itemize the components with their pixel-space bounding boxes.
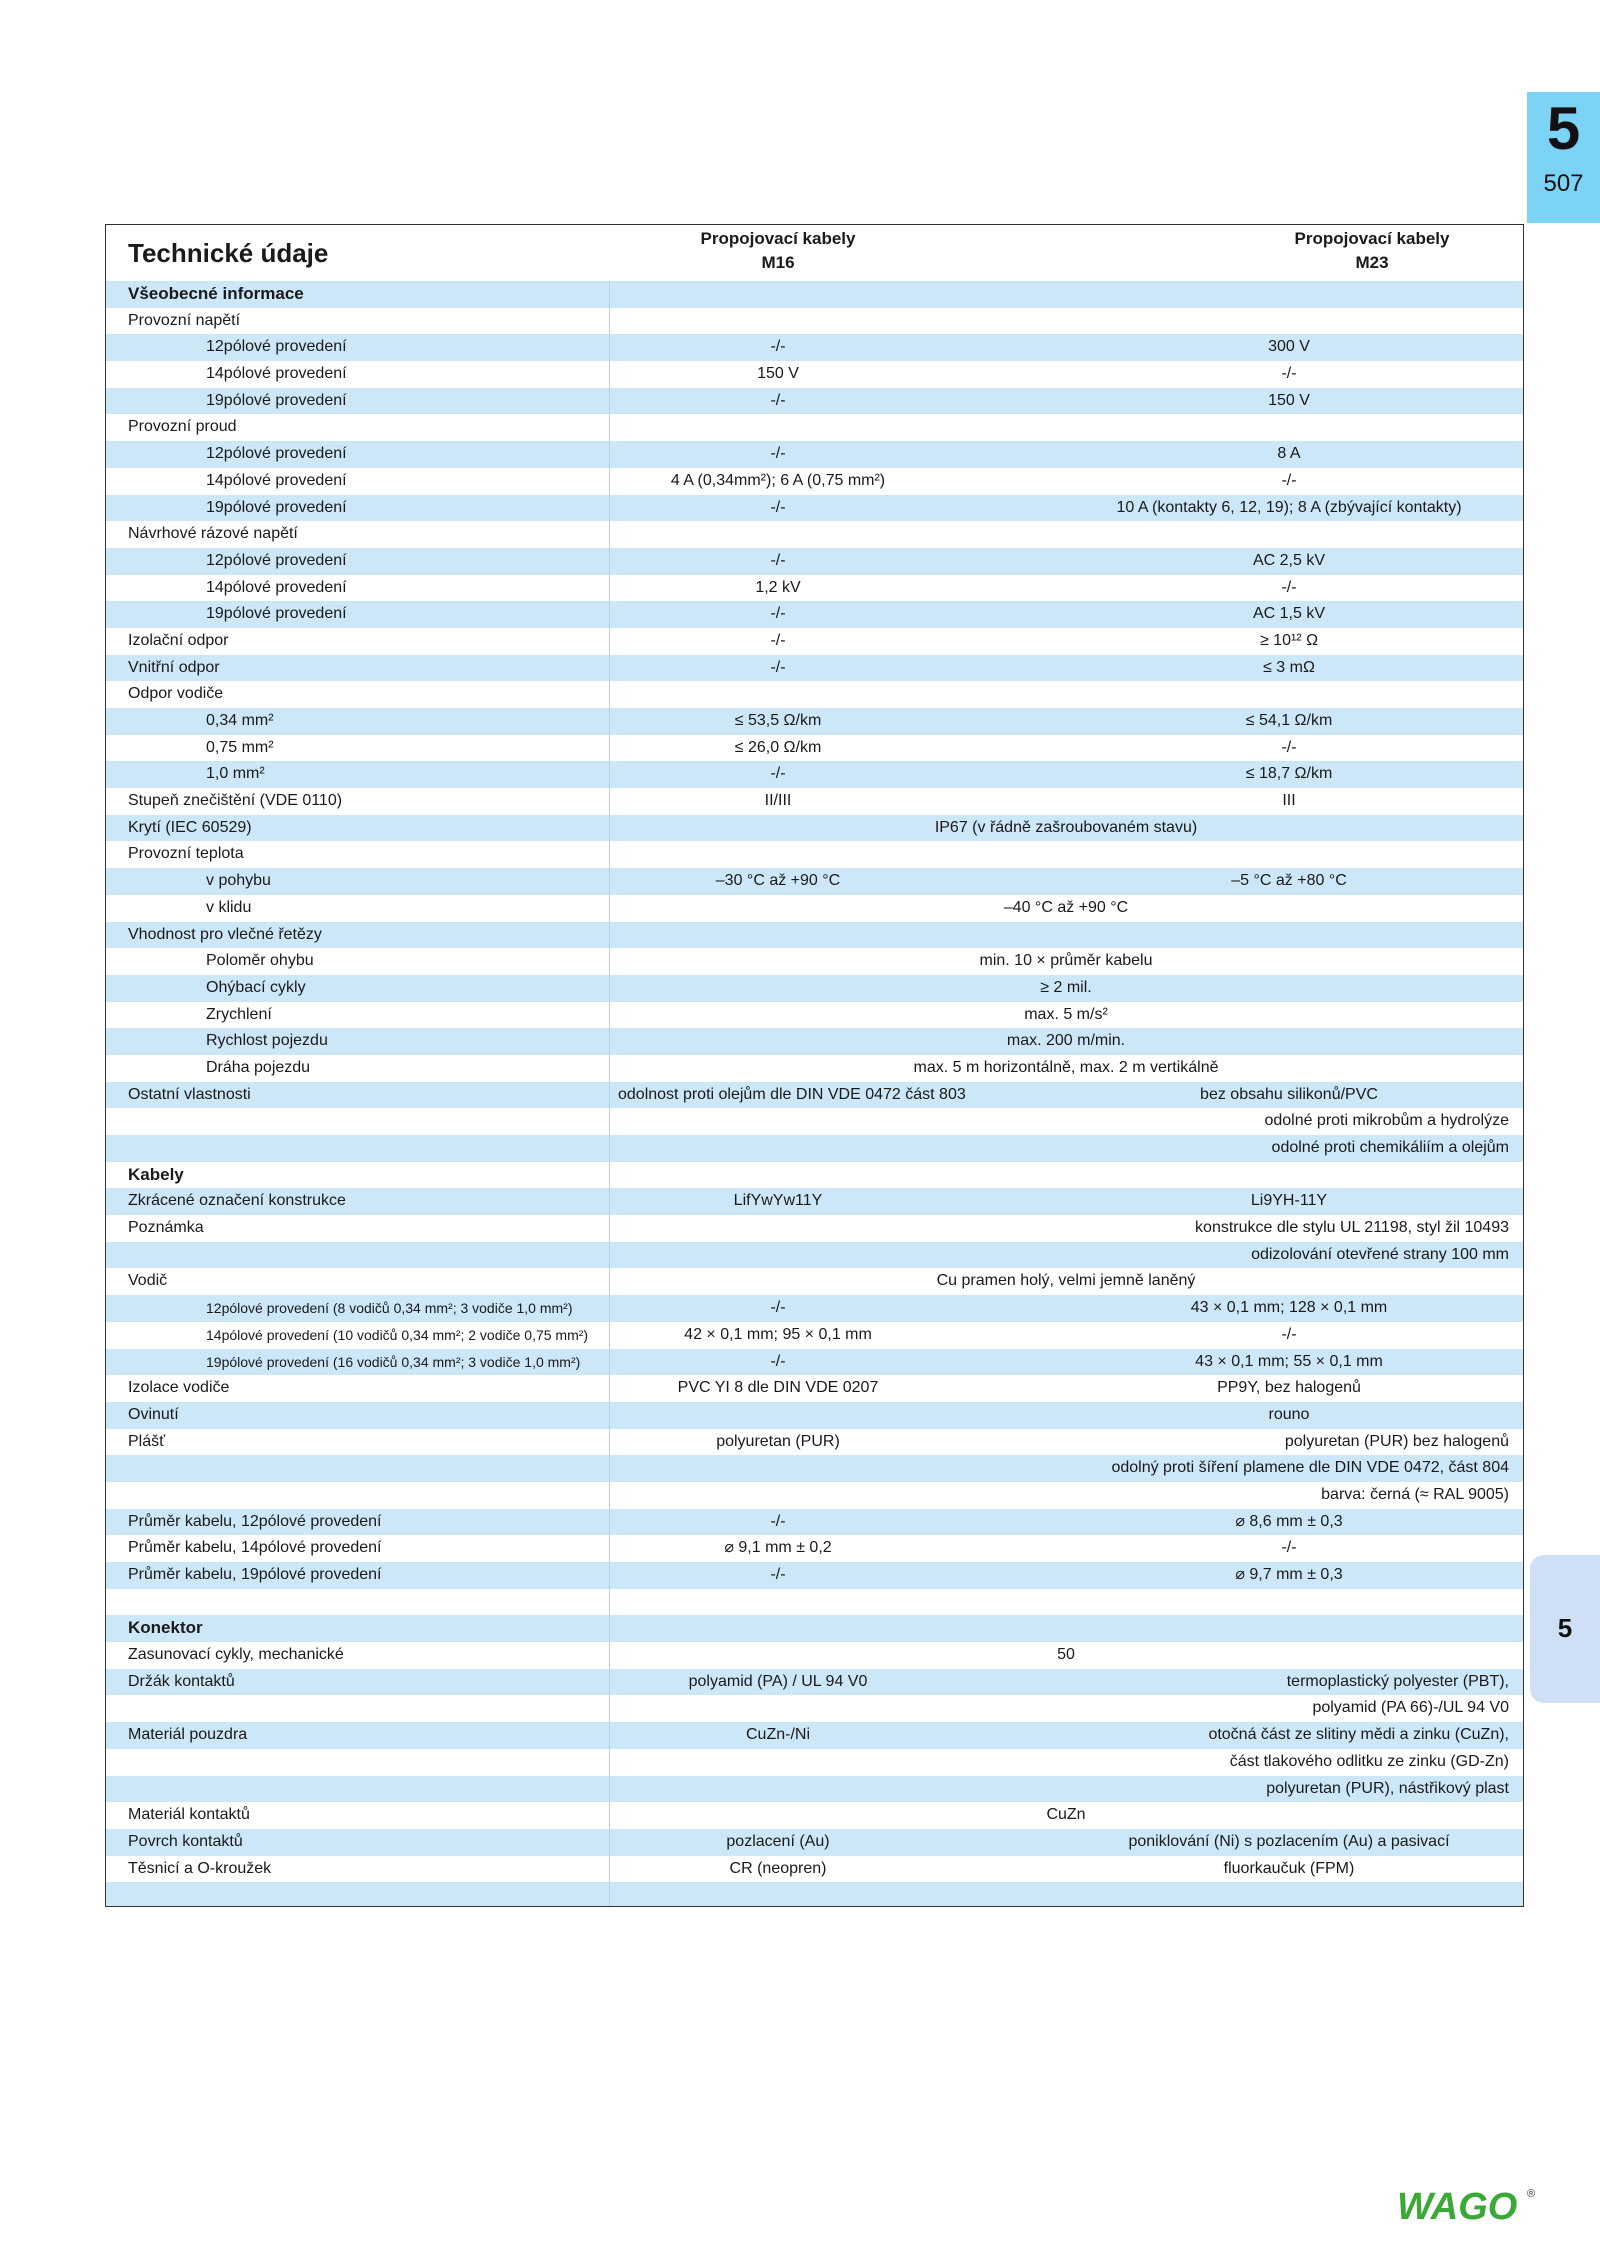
value-m23: -/- (1281, 1539, 1297, 1557)
value-m23: otočná část ze slitiny mědi a zinku (CuZn), (1208, 1726, 1509, 1744)
value-shared: –40 °C až +90 °C (1003, 898, 1129, 916)
value-m23: odolný proti šíření plamene dle DIN VDE 0472, část 804 (1111, 1459, 1509, 1477)
value-m23: odolné proti chemikáliím a olejům (1271, 1139, 1509, 1156)
row-label: Provozní proud (128, 418, 237, 436)
row-label: Držák kontaktů (128, 1672, 235, 1690)
value-shared: max. 5 m/s² (1024, 1005, 1108, 1023)
value-m23: PP9Y, bez halogenů (1217, 1379, 1361, 1397)
column-header-m23: Propojovací kabely M23 (1294, 229, 1450, 272)
table-row (106, 681, 1523, 708)
table-row (106, 548, 1523, 575)
table-row (106, 1722, 1523, 1749)
value-m16: -/- (770, 631, 786, 649)
value-m23: bez obsahu silikonů/PVC (1200, 1085, 1378, 1103)
table-row (106, 1482, 1523, 1509)
table-row (106, 948, 1523, 975)
value-m16: -/- (770, 551, 786, 569)
table-row (106, 841, 1523, 868)
row-label: 12pólové provedení (206, 551, 347, 569)
value-shared: CuZn (1046, 1806, 1086, 1824)
table-row (106, 868, 1523, 895)
table-row (106, 308, 1523, 335)
row-label: Zkrácené označení konstrukce (128, 1192, 346, 1210)
row-label: 19pólové provedení (206, 605, 347, 623)
value-m16: -/- (770, 391, 786, 409)
table-row (106, 1188, 1523, 1215)
row-label: Průměr kabelu, 19pólové provedení (128, 1566, 382, 1583)
value-m23: 10 A (kontakty 6, 12, 19); 8 A (zbývající kontakty) (1116, 498, 1462, 516)
value-m23: odizolování otevřené strany 100 mm (1251, 1245, 1509, 1263)
value-m23: III (1282, 792, 1296, 810)
table-row (106, 895, 1523, 922)
table-row (106, 815, 1523, 842)
table-row (106, 334, 1523, 361)
table-row (106, 1455, 1523, 1482)
row-label: 12pólové provedení (8 vodičů 0,34 mm²; 3 vodiče 1,0 mm²) (206, 1300, 573, 1317)
chapter-number: 5 (1546, 95, 1581, 162)
value-m16: polyuretan (PUR) (716, 1432, 840, 1450)
row-label: v pohybu (206, 872, 271, 890)
row-label: Těsnicí a O-kroužek (128, 1859, 272, 1877)
row-label: Ovinutí (128, 1405, 179, 1423)
table-row (106, 1002, 1523, 1029)
table-row (106, 1589, 1523, 1616)
row-label: Ohýbací cykly (206, 978, 306, 996)
table-row (106, 1402, 1523, 1429)
value-m23: 150 V (1268, 391, 1310, 409)
table-row (106, 601, 1523, 628)
section-title: Všeobecné informace (128, 284, 304, 303)
value-m16: 1,2 kV (755, 578, 801, 596)
value-m23: termoplastický polyester (PBT), (1286, 1672, 1509, 1690)
row-label: Vnitřní odpor (128, 658, 220, 676)
value-shared: max. 200 m/min. (1006, 1032, 1126, 1050)
table-row (106, 1669, 1523, 1696)
table-row (106, 975, 1523, 1002)
value-m16: II/III (764, 792, 792, 810)
row-label: Izolace vodiče (128, 1379, 230, 1397)
row-label: Návrhové rázové napětí (128, 525, 298, 543)
row-label: Průměr kabelu, 12pólové provedení (128, 1512, 382, 1530)
value-m23: -/- (1281, 471, 1297, 489)
value-m16: -/- (770, 1566, 786, 1583)
row-label: v klidu (206, 898, 252, 916)
table-row (106, 1375, 1523, 1402)
table-row (106, 361, 1523, 388)
value-shared: IP67 (v řádně zašroubovaném stavu) (934, 818, 1198, 836)
row-label: Krytí (IEC 60529) (128, 818, 252, 836)
row-label: Povrch kontaktů (128, 1832, 243, 1850)
row-label: Zrychlení (206, 1005, 272, 1023)
value-m23: polyamid (PA 66)-/UL 94 V0 (1312, 1699, 1509, 1717)
table-row (106, 1082, 1523, 1109)
value-m23: AC 1,5 kV (1252, 605, 1326, 623)
row-label: Provozní teplota (128, 845, 244, 863)
value-m16: -/- (770, 1299, 786, 1317)
table-row (106, 655, 1523, 682)
value-shared: Cu pramen holý, velmi jemně laněný (936, 1272, 1196, 1290)
table-row (106, 1268, 1523, 1295)
table-row (106, 1135, 1523, 1162)
table-row (106, 788, 1523, 815)
table-row (106, 1509, 1523, 1536)
row-label: Vhodnost pro vlečné řetězy (128, 925, 322, 943)
row-label: Stupeň znečištění (VDE 0110) (128, 792, 343, 810)
wago-logo-text: WAGO (1397, 2186, 1518, 2225)
value-m16: CuZn-/Ni (745, 1726, 810, 1744)
value-m23: –5 °C až +80 °C (1231, 872, 1347, 890)
value-m23: rouno (1268, 1405, 1310, 1423)
value-m16: -/- (770, 658, 786, 676)
value-m16: pozlacení (Au) (726, 1832, 830, 1850)
row-label: 14pólové provedení (206, 578, 347, 596)
row-label: Odpor vodiče (128, 685, 224, 703)
value-m23: odolné proti mikrobům a hydrolýze (1264, 1112, 1509, 1130)
table-header (106, 225, 1523, 281)
row-label: Ostatní vlastnosti (128, 1085, 251, 1103)
table-row (106, 1535, 1523, 1562)
table-row (106, 1562, 1523, 1589)
table-row (106, 441, 1523, 468)
value-m16: 42 × 0,1 mm; 95 × 0,1 mm (684, 1325, 872, 1343)
value-m23: -/- (1281, 578, 1297, 596)
value-m23: 8 A (1277, 445, 1301, 463)
value-m23: barva: černá (≈ RAL 9005) (1321, 1485, 1509, 1503)
table-row (106, 468, 1523, 495)
value-shared: ≥ 2 mil. (1040, 978, 1092, 996)
value-m23: polyuretan (PUR), nástřikový plast (1266, 1779, 1509, 1797)
value-m23: -/- (1281, 1325, 1297, 1343)
table-row (106, 1295, 1523, 1322)
table-row (106, 708, 1523, 735)
table-row (106, 1349, 1523, 1376)
value-m16: -/- (770, 445, 786, 463)
table-row (106, 388, 1523, 415)
table-row (106, 1055, 1523, 1082)
row-label: 12pólové provedení (206, 445, 347, 463)
table-row (106, 521, 1523, 548)
value-m23: -/- (1281, 365, 1297, 383)
table-row (106, 1695, 1523, 1722)
value-m23: 43 × 0,1 mm; 128 × 0,1 mm (1190, 1299, 1388, 1317)
table-row (106, 1749, 1523, 1776)
value-shared: min. 10 × průměr kabelu (979, 952, 1153, 970)
row-label: 14pólové provedení (206, 471, 347, 489)
table-row (106, 1322, 1523, 1349)
value-m16: -/- (770, 338, 786, 356)
table-row (106, 495, 1523, 522)
row-label: Provozní napětí (128, 311, 241, 329)
side-chapter-tab[interactable] (1530, 1555, 1600, 1703)
value-m16: 150 V (757, 365, 799, 383)
table-title: Technické údaje (128, 238, 329, 268)
table-row (106, 1776, 1523, 1803)
value-m23: poniklování (Ni) s pozlacením (Au) a pasivací (1128, 1832, 1450, 1850)
section-header-row (106, 1615, 1523, 1642)
row-label: 19pólové provedení (206, 391, 347, 409)
row-label: Dráha pojezdu (206, 1058, 311, 1076)
value-m23: Li9YH-11Y (1250, 1192, 1328, 1210)
value-m16: -/- (770, 1512, 786, 1530)
value-shared: max. 5 m horizontálně, max. 2 m vertikálně (913, 1058, 1219, 1076)
table-row (106, 1802, 1523, 1829)
table-row (106, 1882, 1523, 1907)
chapter-tab (1527, 92, 1600, 223)
row-label: Průměr kabelu, 14pólové provedení (128, 1539, 382, 1557)
wago-logo (1395, 2185, 1545, 2225)
table-row (106, 1215, 1523, 1242)
value-m23: ≤ 18,7 Ω/km (1245, 765, 1333, 783)
table-row (106, 575, 1523, 602)
value-m16: odolnost proti olejům dle DIN VDE 0472 část 803 (618, 1085, 966, 1103)
row-label: Materiál pouzdra (128, 1726, 248, 1744)
column-divider (609, 281, 610, 1906)
row-label: 14pólové provedení (206, 365, 347, 383)
table-row (106, 414, 1523, 441)
table-row (106, 1642, 1523, 1669)
table-row (106, 922, 1523, 949)
section-header-row (106, 281, 1523, 308)
row-label: Vodič (128, 1272, 168, 1290)
row-label: Zasunovací cykly, mechanické (128, 1646, 344, 1664)
value-m16: -/- (770, 1352, 786, 1370)
value-m23: -/- (1281, 738, 1297, 756)
value-m16: ⌀ 9,1 mm ± 0,2 (724, 1539, 832, 1557)
row-label: 12pólové provedení (206, 338, 347, 356)
section-header-row (106, 1162, 1523, 1189)
section-title: Kabely (128, 1164, 184, 1184)
row-label: Plášť (128, 1432, 166, 1450)
value-m16: LifYwYw11Y (733, 1192, 823, 1210)
value-m16: ≤ 53,5 Ω/km (734, 712, 822, 729)
registered-mark: ® (1527, 2188, 1536, 2200)
table-row (106, 1856, 1523, 1883)
row-label: Poznámka (128, 1219, 204, 1237)
row-label: Rychlost pojezdu (206, 1032, 328, 1050)
row-label: 0,75 mm² (206, 738, 274, 756)
value-m23: 300 V (1268, 338, 1310, 356)
table-row (106, 1108, 1523, 1135)
value-m23: ⌀ 8,6 mm ± 0,3 (1235, 1512, 1343, 1530)
value-m23: ≤ 3 mΩ (1263, 658, 1315, 676)
row-label: Izolační odpor (128, 631, 229, 649)
table-row (106, 1429, 1523, 1456)
row-label: Poloměr ohybu (206, 952, 314, 970)
row-label: Materiál kontaktů (128, 1806, 250, 1824)
value-m16: -/- (770, 765, 786, 783)
value-m16: PVC YI 8 dle DIN VDE 0207 (677, 1379, 879, 1397)
value-m23: konstrukce dle stylu UL 21198, styl žil 10493 (1195, 1219, 1509, 1237)
table-row (106, 735, 1523, 762)
table-row (106, 628, 1523, 655)
side-chapter-number: 5 (1557, 1613, 1573, 1643)
row-label: 19pólové provedení (206, 498, 347, 516)
value-m16: 4 A (0,34mm²); 6 A (0,75 mm²) (670, 471, 886, 489)
row-label: 19pólové provedení (16 vodičů 0,34 mm²; 3 vodiče 1,0 mm²) (206, 1353, 581, 1370)
table-row (106, 1028, 1523, 1055)
value-m23: ⌀ 9,7 mm ± 0,3 (1235, 1566, 1343, 1583)
value-shared: 50 (1057, 1646, 1075, 1664)
table-body (106, 281, 1523, 1907)
value-m16: ≤ 26,0 Ω/km (734, 738, 822, 756)
page-number: 507 (1543, 170, 1584, 197)
value-m23: ≥ 10¹² Ω (1259, 631, 1319, 649)
section-title: Konektor (128, 1618, 203, 1638)
row-label: 0,34 mm² (206, 712, 274, 729)
value-m16: –30 °C až +90 °C (715, 872, 841, 890)
table-row (106, 1829, 1523, 1856)
value-m16: -/- (770, 498, 786, 516)
column-header-m16: Propojovací kabely M16 (700, 229, 856, 272)
table-row (106, 761, 1523, 788)
value-m23: fluorkaučuk (FPM) (1223, 1859, 1355, 1877)
value-m16: polyamid (PA) / UL 94 V0 (688, 1672, 868, 1690)
value-m16: CR (neopren) (729, 1859, 827, 1877)
row-label: 1,0 mm² (206, 765, 265, 783)
technical-data-table (105, 224, 1524, 1907)
value-m23: ≤ 54,1 Ω/km (1245, 712, 1333, 729)
value-m16: -/- (770, 605, 786, 623)
value-m23: polyuretan (PUR) bez halogenů (1284, 1432, 1509, 1450)
value-m23: 43 × 0,1 mm; 55 × 0,1 mm (1195, 1352, 1383, 1370)
row-label: 14pólové provedení (10 vodičů 0,34 mm²; 2 vodiče 0,75 mm²) (206, 1326, 589, 1343)
value-m23: část tlakového odlitku ze zinku (GD-Zn) (1229, 1752, 1509, 1770)
table-row (106, 1242, 1523, 1269)
value-m23: AC 2,5 kV (1252, 551, 1326, 569)
